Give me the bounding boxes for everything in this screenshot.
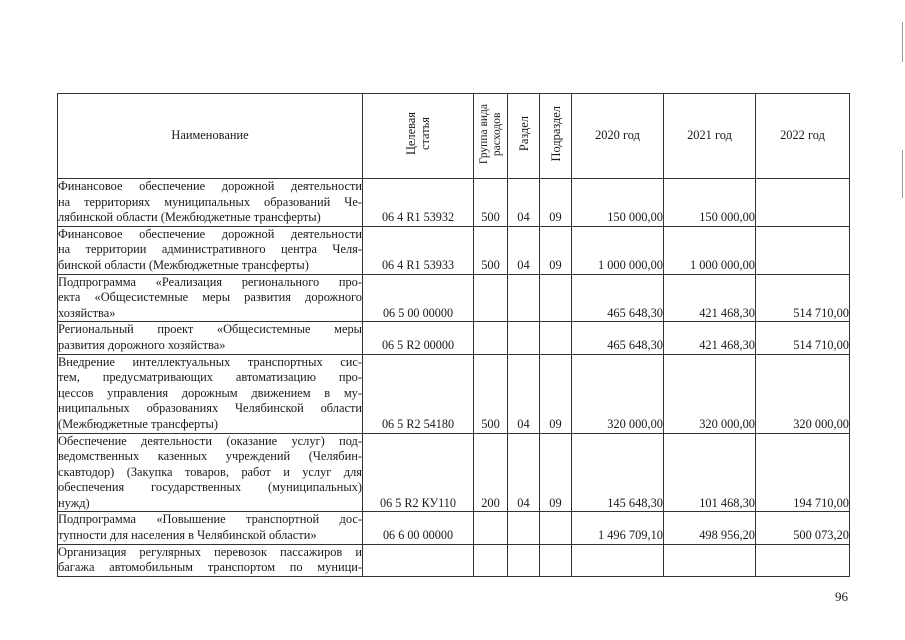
row-amount-2022: 194 710,00 (756, 433, 850, 512)
header-2021-label: 2021 год (687, 128, 732, 143)
header-section-label: Раздел (516, 116, 531, 152)
row-name (58, 512, 363, 544)
row-section (508, 512, 540, 544)
table-row (58, 322, 850, 354)
row-target-article: 06 5 R2 54180 (363, 354, 474, 433)
row-target-article (363, 544, 474, 576)
row-subsection: 09 (540, 179, 572, 227)
header-2022-label: 2022 год (780, 128, 825, 143)
row-amount-2022: 500 073,20 (756, 512, 850, 544)
row-target-article: 06 5 R2 00000 (363, 322, 474, 354)
row-name-line: Финансовое обеспечение дорожной деятельности (58, 226, 362, 241)
row-name-line: развития дорожного хозяйства» (58, 337, 226, 352)
row-name (58, 179, 363, 227)
row-name-line: ведомственных казенных учреждений (Челябин- (58, 449, 362, 464)
row-name-line: Региональный проект «Общесистемные меры (58, 322, 362, 337)
row-section: 04 (508, 226, 540, 274)
row-amount-2022 (756, 226, 850, 274)
row-amount-2022: 514 710,00 (756, 274, 850, 322)
row-name-line: бинской области (Межбюджетные трансферты) (58, 257, 309, 272)
row-name-line: (Межбюджетные трансферты) (58, 416, 218, 431)
row-name-line: Финансовое обеспечение дорожной деятельности (58, 179, 362, 193)
row-expense-group (474, 274, 508, 322)
table-row (58, 274, 850, 322)
row-amount-2021: 320 000,00 (664, 354, 756, 433)
row-subsection: 09 (540, 354, 572, 433)
header-target-article (363, 94, 474, 179)
row-target-article: 06 4 R1 53933 (363, 226, 474, 274)
table-header-row (58, 94, 850, 179)
row-name (58, 226, 363, 274)
row-amount-2021 (664, 544, 756, 576)
row-expense-group: 200 (474, 433, 508, 512)
row-name-line: Организация регулярных перевозок пассажиров и (58, 544, 362, 559)
row-expense-group: 500 (474, 226, 508, 274)
header-2020 (572, 94, 664, 179)
row-amount-2020: 145 648,30 (572, 433, 664, 512)
table-row (58, 433, 850, 512)
header-2020-label: 2020 год (595, 128, 640, 143)
row-section: 04 (508, 179, 540, 227)
table-row (58, 354, 850, 433)
row-target-article: 06 6 00 00000 (363, 512, 474, 544)
table-row (58, 512, 850, 544)
row-name-line: Внедрение интеллектуальных транспортных сис- (58, 354, 362, 369)
row-amount-2021: 498 956,20 (664, 512, 756, 544)
table-row (58, 544, 850, 576)
row-amount-2020: 465 648,30 (572, 274, 664, 322)
table-row (58, 226, 850, 274)
row-expense-group (474, 544, 508, 576)
row-name-line: Обеспечение деятельности (оказание услуг) под- (58, 433, 362, 448)
row-amount-2022 (756, 544, 850, 576)
row-target-article: 06 5 00 00000 (363, 274, 474, 322)
row-amount-2020 (572, 544, 664, 576)
row-name-line: екта «Общесистемные меры развития дорожного (58, 290, 362, 305)
row-subsection: 09 (540, 226, 572, 274)
header-expense-group-label (478, 104, 504, 164)
header-subsection-label: Подраздел (548, 105, 563, 162)
row-expense-group (474, 322, 508, 354)
row-name-line: хозяйства» (58, 305, 116, 320)
header-name (58, 94, 363, 179)
row-name-line: скавтодор) (Закупка товаров, работ и услуг для (58, 464, 362, 479)
row-name-line: на территории административного центра Челя- (58, 242, 362, 257)
header-section (508, 94, 540, 179)
row-section (508, 544, 540, 576)
row-amount-2022 (756, 179, 850, 227)
row-expense-group (474, 512, 508, 544)
table-row (58, 179, 850, 227)
header-target-article-line2: статья (418, 117, 432, 151)
row-subsection (540, 544, 572, 576)
header-2022 (756, 94, 850, 179)
table-body (58, 179, 850, 577)
scan-edge-mark (902, 150, 903, 198)
row-name-line: Подпрограмма «Повышение транспортной дос- (58, 512, 362, 527)
row-expense-group: 500 (474, 354, 508, 433)
row-subsection (540, 512, 572, 544)
row-amount-2021: 421 468,30 (664, 322, 756, 354)
row-name-line: на территориях муниципальных образований Че- (58, 194, 362, 209)
scan-edge-mark (902, 22, 903, 62)
row-name (58, 354, 363, 433)
row-name-line: багажа автомобильным транспортом по муници- (58, 560, 362, 575)
header-expense-group (474, 94, 508, 179)
header-subsection (540, 94, 572, 179)
row-name-line: обеспечения государственных (муниципальных) (58, 480, 362, 495)
budget-table (57, 93, 850, 577)
row-amount-2020: 465 648,30 (572, 322, 664, 354)
row-amount-2020: 1 000 000,00 (572, 226, 664, 274)
row-name-line: тем, предусматривающих автоматизацию про- (58, 370, 362, 385)
row-amount-2020: 1 496 709,10 (572, 512, 664, 544)
row-target-article: 06 4 R1 53932 (363, 179, 474, 227)
header-target-article-label (404, 112, 432, 155)
row-section: 04 (508, 433, 540, 512)
row-name-line: нужд) (58, 495, 90, 510)
row-name (58, 322, 363, 354)
header-expense-group-line2: расходов (490, 111, 503, 156)
row-name (58, 433, 363, 512)
row-section (508, 322, 540, 354)
row-target-article: 06 5 R2 КУ110 (363, 433, 474, 512)
row-name (58, 544, 363, 576)
row-name (58, 274, 363, 322)
header-target-article-line1: Целевая (404, 112, 418, 156)
row-subsection (540, 322, 572, 354)
row-name-line: тупности для населения в Челябинской области» (58, 528, 317, 543)
row-name-line: ниципальных образованиях Челябинской области (58, 401, 362, 416)
row-name-line: цессов управления дорожным движением в му- (58, 385, 362, 400)
row-amount-2021: 421 468,30 (664, 274, 756, 322)
row-subsection: 09 (540, 433, 572, 512)
row-expense-group: 500 (474, 179, 508, 227)
row-amount-2022: 320 000,00 (756, 354, 850, 433)
row-name-line: Подпрограмма «Реализация регионального про- (58, 274, 362, 289)
row-amount-2021: 1 000 000,00 (664, 226, 756, 274)
row-amount-2022: 514 710,00 (756, 322, 850, 354)
row-name-line: лябинской области (Межбюджетные трансферты) (58, 210, 321, 225)
row-subsection (540, 274, 572, 322)
row-amount-2020: 320 000,00 (572, 354, 664, 433)
header-2021 (664, 94, 756, 179)
row-amount-2021: 150 000,00 (664, 179, 756, 227)
row-section (508, 274, 540, 322)
page-number: 96 (835, 589, 848, 604)
row-section: 04 (508, 354, 540, 433)
header-name-label: Наименование (171, 128, 249, 143)
row-amount-2021: 101 468,30 (664, 433, 756, 512)
row-amount-2020: 150 000,00 (572, 179, 664, 227)
header-expense-group-line1: Группа вида (477, 103, 490, 164)
